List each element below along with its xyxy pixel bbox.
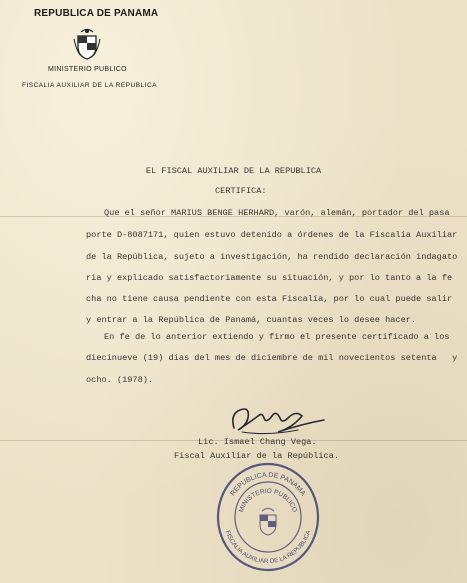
coat-of-arms-icon [72,27,102,61]
signer-title: Fiscal Auxiliar de la República. [174,451,340,461]
letterhead-country: REPUBLICA DE PANAMA [34,8,159,19]
signer-name: Lic. Ismael Chang Vega. [198,437,317,447]
svg-text:REPUBLICA DE PANAMA: REPUBLICA DE PANAMA [229,471,307,498]
body-line: porte D-8087171, quien estuvo detenido a órdenes de la Fiscalía Auxiliar [86,230,458,240]
closing-line: diecinueve (19) días del mes de diciembre de mil novecientos setenta y [86,353,458,363]
document-heading: EL FISCAL AUXILIAR DE LA REPUBLICA [145,166,322,176]
body-line: y entrar a la República de Panamá, cuantas veces lo desee hacer. [86,315,417,325]
handwritten-signature [228,402,326,438]
body-line: ria y explicado satisfactoriamente su situación, y por lo tanto a la fe [86,273,453,283]
letterhead-ministry: MINISTERIO PUBLICO [48,66,127,73]
svg-text:MINISTERIO PUBLICO: MINISTERIO PUBLICO [237,487,299,514]
letterhead-office: FISCALIA AUXILIAR DE LA REPUBLICA [22,82,157,89]
official-stamp [214,461,322,573]
svg-text:FISCALIA AUXILIAR DE LA REPUBL: FISCALIA AUXILIAR DE LA REPUBLICA [223,529,313,566]
body-line: cha no tiene causa pendiente con esta Fiscalía, por lo cual puede salir [86,294,453,304]
body-line: de la República, sujeto a investigación, ha rendido declaración indagato [86,252,458,262]
certifies-label: CERTIFICA: [215,186,267,196]
closing-line: ocho. (1978). [86,375,154,385]
closing-line: En fe de lo anterior extiendo y firmo el presente certificado a los [104,332,450,342]
body-line: Que el señor MARIUS BENGE HERHARD, varón, alemán, portador del pasa [104,208,450,218]
stamp-crest-icon [260,509,276,536]
